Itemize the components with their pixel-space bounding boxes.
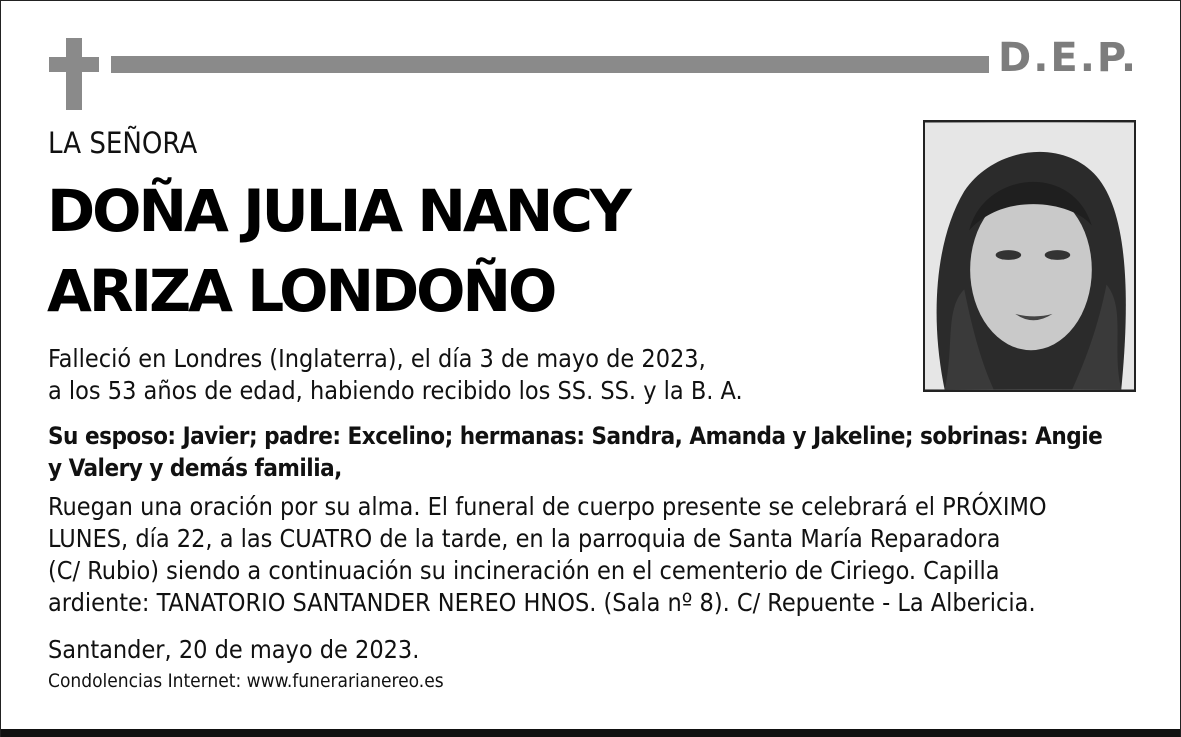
header-divider [111, 56, 989, 73]
service-details [48, 491, 1047, 619]
death-info-line2: a los 53 años de edad, habiendo recibido los SS. SS. y la B. A. [48, 376, 743, 405]
cross-icon [49, 38, 99, 110]
dep-heading: D.E.P. [998, 35, 1139, 81]
deceased-title: LA SEÑORA [48, 126, 198, 160]
service-line4: ardiente: TANATORIO SANTANDER NEREO HNOS. (Sala nº 8). C/ Repuente - La Albericia. [48, 588, 1036, 617]
service-line3: (C/ Rubio) siendo a continuación su incineración en el cementerio de Ciriego. Capilla [48, 556, 1000, 585]
deceased-name-line2: ARIZA LONDOÑO [47, 257, 555, 325]
service-line1: Ruegan una oración por su alma. El funeral de cuerpo presente se celebrará el PRÓXIMO [48, 492, 1047, 521]
bottom-border [1, 729, 1180, 737]
place-date: Santander, 20 de mayo de 2023. [48, 635, 420, 664]
family-line2: y Valery y demás familia, [48, 454, 342, 482]
deceased-name-line1: DOÑA JULIA NANCY [47, 177, 629, 245]
death-info-line1: Falleció en Londres (Inglaterra), el día 3 de mayo de 2023, [48, 344, 706, 373]
family-line1: Su esposo: Javier; padre: Excelino; hermanas: Sandra, Amanda y Jakeline; sobrinas: Angie [48, 422, 1103, 450]
service-line2: LUNES, día 22, a las CUATRO de la tarde, en la parroquia de Santa María Reparadora [48, 524, 1001, 553]
deceased-name [47, 171, 629, 331]
death-info [48, 343, 743, 407]
condolences-link: Condolencias Internet: www.funerarianereo.es [48, 670, 444, 692]
deceased-portrait-photo [923, 120, 1136, 392]
family-list [48, 420, 1102, 484]
